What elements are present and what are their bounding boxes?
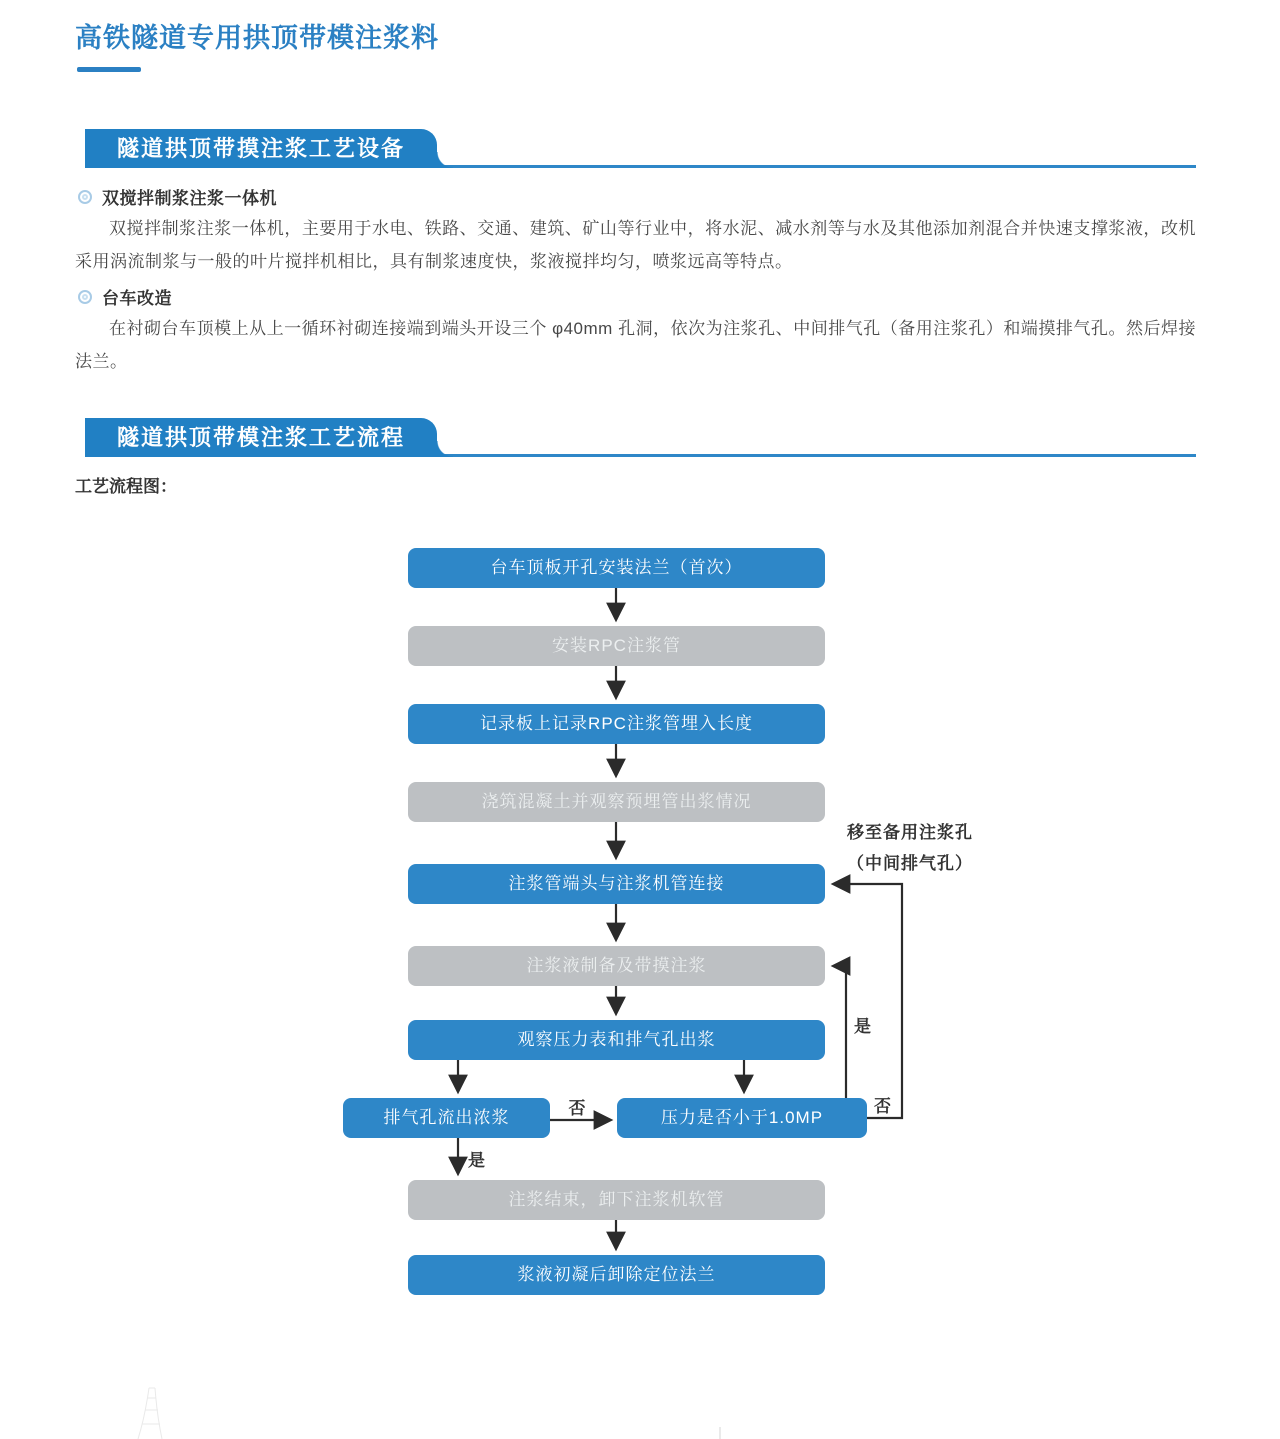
flow-node-install-rpc-pipe: 安装RPC注浆管 bbox=[408, 626, 825, 666]
item-body-text: 双搅拌制浆注浆一体机，主要用于水电、铁路、交通、建筑、矿山等行业中，将水泥、减水剂等与水及其他添加剂混合并快速支撑浆液，改机采用涡流制浆与一般的叶片搅拌机相比，具有制浆速度快，浆液搅拌均匀，喷浆远高等特点。 bbox=[75, 219, 1196, 271]
flow-node-record-length: 记录板上记录RPC注浆管埋入长度 bbox=[408, 704, 825, 744]
item-heading: 台车改造 bbox=[102, 289, 172, 308]
edge-label-no: 否 bbox=[568, 1099, 586, 1118]
side-note-line1: 移至备用注浆孔 bbox=[847, 823, 973, 842]
item-body-text: 在衬砌台车顶模上从上一循环衬砌连接端到端头开设三个 φ40mm 孔洞，依次为注浆孔、中间排气孔（备用注浆孔）和端摸排气孔。然后焊接法兰。 bbox=[75, 319, 1196, 371]
flow-node-finish-remove-hose: 注浆结束，卸下注浆机软管 bbox=[408, 1180, 825, 1220]
section-banner-process: 隧道拱顶带模注浆工艺流程 bbox=[85, 418, 437, 457]
flow-node-prepare-grout: 注浆液制备及带摸注浆 bbox=[408, 946, 825, 986]
flow-node-remove-flange: 浆液初凝后卸除定位法兰 bbox=[408, 1255, 825, 1295]
flow-node-observe-pressure: 观察压力表和排气孔出浆 bbox=[408, 1020, 825, 1060]
edge-label-yes: 是 bbox=[468, 1151, 485, 1170]
flow-node-pressure-check: 压力是否小于1.0MP bbox=[617, 1098, 867, 1138]
footer-artifact bbox=[719, 1427, 721, 1439]
figure-label: 工艺流程图： bbox=[75, 477, 177, 496]
flow-node-install-flange: 台车顶板开孔安装法兰（首次） bbox=[408, 548, 825, 588]
tower-watermark bbox=[116, 1386, 200, 1439]
edge-label-yes-feedback: 是 bbox=[854, 1017, 871, 1036]
item-heading: 双搅拌制浆注浆一体机 bbox=[102, 189, 277, 208]
flow-node-connect-machine: 注浆管端头与注浆机管连接 bbox=[408, 864, 825, 904]
side-note-line2: （中间排气孔） bbox=[847, 854, 973, 873]
edge-label-no-feedback: 否 bbox=[874, 1097, 891, 1116]
page-title: 高铁隧道专用拱顶带模注浆料 bbox=[75, 23, 439, 53]
flow-node-pour-concrete: 浇筑混凝土并观察预埋管出浆情况 bbox=[408, 782, 825, 822]
flow-node-vent-thick-grout: 排气孔流出浓浆 bbox=[343, 1098, 550, 1138]
section-banner-equipment: 隧道拱顶带摸注浆工艺设备 bbox=[85, 129, 437, 168]
